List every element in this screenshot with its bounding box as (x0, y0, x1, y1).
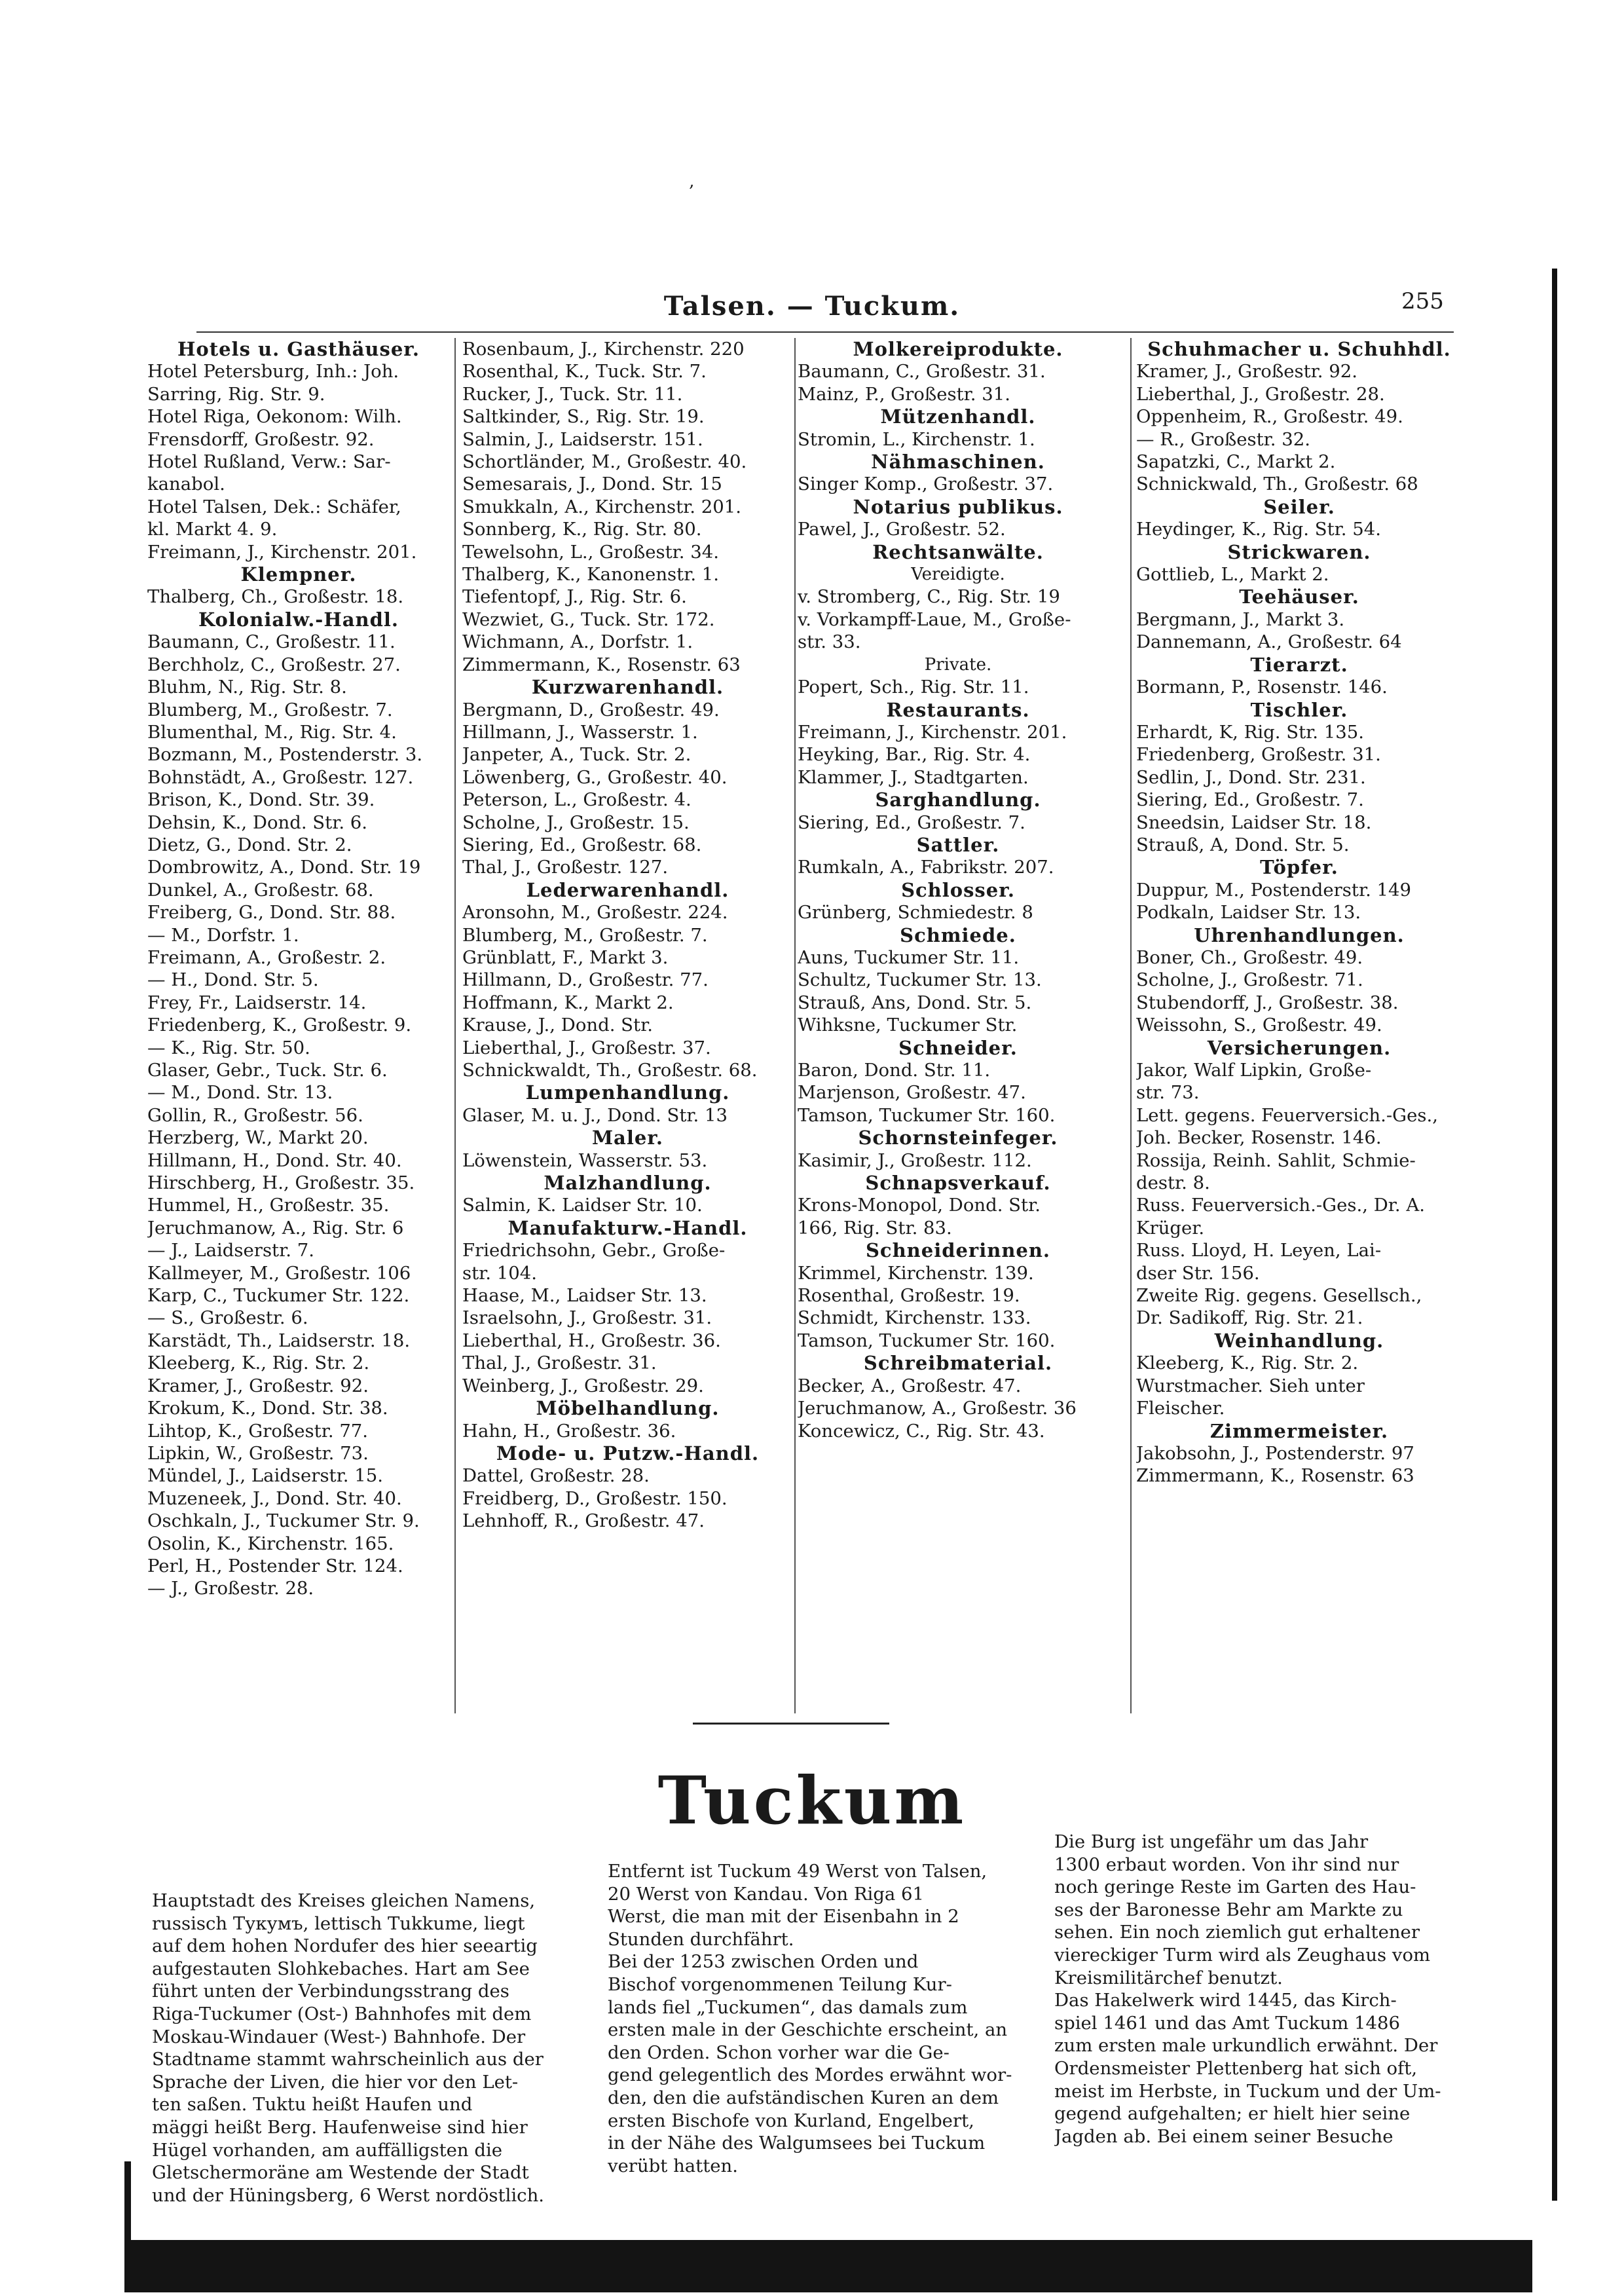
directory-entry: Berchholz, C., Großestr. 27. (147, 654, 401, 675)
directory-entry: Lihtop, K., Großestr. 77. (147, 1420, 369, 1442)
category-heading: Tischler. (1250, 698, 1348, 721)
directory-entry: Freimann, A., Großestr. 2. (147, 946, 386, 968)
category-heading: Schlosser. (901, 878, 1015, 901)
directory-entry: Blumberg, M., Großestr. 7. (147, 699, 393, 720)
directory-entry: Zweite Rig. gegens. Gesellsch., (1136, 1285, 1422, 1307)
directory-entry: Boner, Ch., Großestr. 49. (1136, 946, 1363, 968)
directory-entry: Tamson, Tuckumer Str. 160. (798, 1104, 1056, 1126)
directory-entry: Karstädt, Th., Laidserstr. 18. (147, 1330, 411, 1351)
directory-column-4 (1136, 338, 1462, 1487)
directory-entry: str. 73. (1136, 1082, 1200, 1104)
article-line: ersten Bischofe von Kurland, Engelbert, (608, 2110, 974, 2131)
article-line: viereckiger Turm wird als Zeughaus vom (1054, 1944, 1431, 1966)
article-line: aufgestauten Slohkebaches. Hart am See (152, 1958, 530, 1979)
directory-entry: Krimmel, Kirchenstr. 139. (798, 1262, 1034, 1284)
directory-entry: str. 33. (798, 631, 861, 653)
directory-entry: Kleeberg, K., Rig. Str. 2. (147, 1353, 370, 1374)
directory-entry: Hillmann, J., Wasserstr. 1. (462, 721, 698, 743)
directory-entry: Schortländer, M., Großestr. 40. (462, 451, 747, 473)
directory-entry: Siering, Ed., Großestr. 68. (462, 834, 702, 855)
category-heading: Schreibmaterial. (863, 1352, 1053, 1375)
page-header: Talsen. — Tuckum. (663, 291, 961, 322)
scan-bottom-band (124, 2240, 1532, 2292)
directory-entry: Popert, Sch., Rig. Str. 11. (798, 677, 1029, 698)
directory-entry: Hotel Talsen, Dek.: Schäfer, (147, 496, 401, 517)
directory-entry: Baumann, C., Großestr. 31. (798, 361, 1046, 382)
directory-entry: Peterson, L., Großestr. 4. (462, 789, 692, 811)
directory-entry: v. Vorkampff-Laue, M., Große- (798, 608, 1071, 630)
directory-entry: Sedlin, J., Dond. Str. 231. (1136, 766, 1366, 788)
directory-column-1 (147, 338, 450, 1600)
directory-entry: Salmin, J., Laidserstr. 151. (462, 428, 703, 450)
directory-entry: Haase, M., Laidser Str. 13. (462, 1285, 707, 1307)
directory-entry: Frey, Fr., Laidserstr. 14. (147, 992, 367, 1013)
directory-entry: Joh. Becker, Rosenstr. 146. (1136, 1127, 1382, 1149)
directory-entry: Osolin, K., Kirchenstr. 165. (147, 1533, 394, 1554)
section-title: Tuckum (657, 1762, 967, 1839)
directory-entry: Perl, H., Postender Str. 124. (147, 1555, 403, 1577)
directory-entry: Bozmann, M., Postenderstr. 3. (147, 744, 423, 766)
directory-entry: Schnickwaldt, Th., Großestr. 68. (462, 1060, 758, 1081)
category-heading: Zimmermeister. (1209, 1419, 1389, 1442)
category-heading: Töpfer. (1260, 856, 1338, 879)
category-heading: Sarghandlung. (875, 789, 1041, 812)
article-paragraph-3 (1054, 1831, 1500, 2148)
directory-entry: Kleeberg, K., Rig. Str. 2. (1136, 1353, 1359, 1374)
article-line: den, den die aufständischen Kuren an dem (608, 2087, 999, 2108)
article-line: Moskau-Windauer (West-) Bahnhofe. Der (152, 2026, 526, 2047)
directory-entry: Bluhm, N., Rig. Str. 8. (147, 677, 347, 698)
directory-entry: Lieberthal, J., Großestr. 37. (462, 1037, 711, 1058)
directory-entry: Tamson, Tuckumer Str. 160. (798, 1330, 1056, 1351)
directory-entry: Heydinger, K., Rig. Str. 54. (1136, 519, 1381, 540)
article-line: Das Hakelwerk wird 1445, das Kirch- (1054, 1990, 1397, 2011)
article-line: spiel 1461 und das Amt Tuckum 1486 (1054, 2012, 1401, 2034)
directory-entry: Weinberg, J., Großestr. 29. (462, 1375, 704, 1396)
directory-entry: Lieberthal, H., Großestr. 36. (462, 1330, 721, 1351)
article-line: Werst, die man mit der Eisenbahn in 2 (608, 1906, 959, 1928)
article-line: führt unten der Verbindungsstrang des (152, 1981, 509, 2002)
directory-entry: Scholne, J., Großestr. 71. (1136, 969, 1363, 991)
directory-entry: Mainz, P., Großestr. 31. (798, 383, 1011, 405)
category-heading: Restaurants. (886, 698, 1030, 721)
directory-entry: Salmin, K. Laidser Str. 10. (462, 1195, 703, 1216)
directory-entry: Rosenthal, Großestr. 19. (798, 1285, 1020, 1307)
directory-entry: Dombrowitz, A., Dond. Str. 19 (147, 857, 421, 878)
right-edge-rule (1552, 269, 1557, 2201)
directory-entry: Schnickwald, Th., Großestr. 68 (1136, 474, 1418, 495)
category-heading: Mode- u. Putzw.-Handl. (496, 1442, 760, 1465)
directory-entry: Russ. Feuerversich.-Ges., Dr. A. (1136, 1195, 1425, 1216)
column-separator (454, 338, 456, 1713)
article-line: ses der Baronesse Behr am Markte zu (1054, 1899, 1403, 1920)
category-heading: Teehäuser. (1239, 586, 1359, 608)
directory-entry: Gollin, R., Großestr. 56. (147, 1104, 363, 1126)
category-heading: Kolonialw.-Handl. (198, 608, 399, 631)
directory-entry: Koncewicz, C., Rig. Str. 43. (798, 1420, 1045, 1442)
directory-entry: Bohnstädt, A., Großestr. 127. (147, 766, 414, 788)
category-heading: Mützenhandl. (880, 405, 1036, 428)
directory-entry: Stubendorff, J., Großestr. 38. (1136, 992, 1399, 1013)
directory-entry: Wezwiet, G., Tuck. Str. 172. (462, 608, 715, 630)
category-heading: Klempner. (240, 563, 357, 586)
directory-entry: Strauß, A, Dond. Str. 5. (1136, 834, 1350, 855)
column-separator (1130, 338, 1132, 1713)
directory-entry: Lett. gegens. Feuerversich.-Ges., (1136, 1104, 1439, 1126)
article-line: Riga-Tuckumer (Ost-) Bahnhofes mit dem (152, 2003, 532, 2024)
directory-entry: Rumkaln, A., Fabrikstr. 207. (798, 857, 1054, 878)
directory-entry: Dehsin, K., Dond. Str. 6. (147, 812, 368, 833)
directory-entry: Saltkinder, S., Rig. Str. 19. (462, 406, 705, 428)
article-line: in der Nähe des Walgumsees bei Tuckum (608, 2133, 986, 2154)
directory-entry: Auns, Tuckumer Str. 11. (798, 946, 1020, 968)
category-heading: Schuhmacher u. Schuhhdl. (1147, 338, 1451, 360)
directory-entry: Heyking, Bar., Rig. Str. 4. (798, 744, 1031, 766)
article-line: auf dem hohen Nordufer des hier seeartig (152, 1935, 538, 1957)
directory-entry: kanabol. (147, 474, 225, 495)
directory-entry: Kallmeyer, M., Großestr. 106 (147, 1262, 411, 1284)
category-heading: Schmiede. (900, 924, 1016, 946)
directory-entry: v. Stromberg, C., Rig. Str. 19 (798, 586, 1060, 608)
directory-entry: Scholne, J., Großestr. 15. (462, 812, 690, 833)
directory-entry: Israelsohn, J., Großestr. 31. (462, 1307, 712, 1329)
directory-entry: Thal, J., Großestr. 31. (462, 1353, 657, 1374)
directory-entry: Siering, Ed., Großestr. 7. (1136, 789, 1364, 811)
directory-entry: Hoffmann, K., Markt 2. (462, 992, 674, 1013)
article-line: Hauptstadt des Kreises gleichen Namens, (152, 1890, 536, 1911)
article-line: Die Burg ist ungefähr um das Jahr (1054, 1831, 1369, 1852)
directory-entry: Hotel Petersburg, Inh.: Joh. (147, 361, 399, 382)
article-line: 1300 erbaut worden. Von ihr sind nur (1054, 1854, 1399, 1875)
directory-entry: — M., Dorfstr. 1. (147, 924, 299, 946)
directory-entry: Smukkaln, A., Kirchenstr. 201. (462, 496, 742, 517)
directory-entry: Dattel, Großestr. 28. (462, 1465, 650, 1487)
directory-entry: Freimann, J., Kirchenstr. 201. (798, 721, 1067, 743)
directory-entry: Zimmermann, K., Rosenstr. 63 (462, 654, 741, 675)
directory-entry: Thal, J., Großestr. 127. (462, 857, 669, 878)
directory-entry: Muzeneek, J., Dond. Str. 40. (147, 1487, 402, 1509)
directory-entry: str. 104. (462, 1262, 538, 1284)
directory-entry: Sneedsin, Laidser Str. 18. (1136, 812, 1372, 833)
section-divider (693, 1723, 889, 1725)
directory-entry: Siering, Ed., Großestr. 7. (798, 812, 1025, 833)
directory-entry: 166, Rig. Str. 83. (798, 1217, 952, 1239)
directory-entry: Hotel Riga, Oekonom: Wilh. (147, 406, 402, 428)
category-heading: Molkereiprodukte. (853, 338, 1063, 360)
directory-entry: Blumenthal, M., Rig. Str. 4. (147, 721, 397, 743)
article-line: zum ersten male urkundlich erwähnt. Der (1054, 2035, 1438, 2057)
directory-entry: Freimann, J., Kirchenstr. 201. (147, 541, 417, 563)
directory-entry: Strauß, Ans, Dond. Str. 5. (798, 992, 1032, 1013)
directory-entry: Krüger. (1136, 1217, 1205, 1239)
directory-entry: Tewelsohn, L., Großestr. 34. (462, 541, 719, 563)
article-line: und der Hüningsberg, 6 Werst nordöstlich. (152, 2184, 545, 2206)
category-heading: Uhrenhandlungen. (1194, 924, 1405, 946)
category-heading: Kurzwarenhandl. (531, 676, 724, 699)
article-line: russisch Тукумъ, lettisch Tukkume, liegt (152, 1912, 525, 1934)
category-heading: Seiler. (1263, 495, 1335, 518)
directory-entry: — M., Dond. Str. 13. (147, 1082, 333, 1104)
directory-entry: Löwenstein, Wasserstr. 53. (462, 1149, 708, 1171)
directory-entry: Glaser, Gebr., Tuck. Str. 6. (147, 1060, 388, 1081)
article-line: Gletschermoräne am Westende der Stadt (152, 2162, 529, 2184)
directory-entry: — R., Großestr. 32. (1136, 428, 1310, 450)
directory-entry: Thalberg, Ch., Großestr. 18. (147, 586, 404, 608)
category-heading: Nähmaschinen. (871, 451, 1045, 474)
directory-entry: — H., Dond. Str. 5. (147, 969, 319, 991)
directory-entry: Lieberthal, J., Großestr. 28. (1136, 383, 1385, 405)
directory-entry: Sarring, Rig. Str. 9. (147, 383, 325, 405)
directory-entry: Lipkin, W., Großestr. 73. (147, 1442, 369, 1464)
directory-entry: Wurstmacher. Sieh unter (1136, 1375, 1365, 1396)
article-line: Bischof vorgenommenen Teilung Kur- (608, 1973, 952, 1995)
directory-entry: Klammer, J., Stadtgarten. (798, 766, 1029, 788)
category-heading: Weinhandlung. (1214, 1329, 1384, 1352)
directory-entry: Löwenberg, G., Großestr. 40. (462, 766, 728, 788)
directory-entry: Jeruchmanow, A., Rig. Str. 6 (147, 1217, 404, 1239)
article-line: mäggi heißt Berg. Haufenweise sind hier (152, 2116, 528, 2138)
directory-entry: Hahn, H., Großestr. 36. (462, 1420, 676, 1442)
category-heading: Maler. (591, 1127, 664, 1149)
directory-entry: destr. 8. (1136, 1172, 1210, 1194)
directory-entry: Freidberg, D., Großestr. 150. (462, 1487, 728, 1509)
directory-entry: Krons-Monopol, Dond. Str. (798, 1195, 1041, 1216)
directory-entry: Friedenberg, Großestr. 31. (1136, 744, 1381, 766)
directory-entry: — S., Großestr. 6. (147, 1307, 308, 1329)
directory-entry: Schultz, Tuckumer Str. 13. (798, 969, 1042, 991)
category-heading: Lumpenhandlung. (525, 1081, 730, 1104)
directory-entry: Sonnberg, K., Rig. Str. 80. (462, 519, 702, 540)
directory-entry: Janpeter, A., Tuck. Str. 2. (462, 744, 692, 766)
directory-entry: Friedenberg, K., Großestr. 9. (147, 1015, 412, 1036)
directory-entry: Aronsohn, M., Großestr. 224. (462, 902, 728, 924)
article-line: ersten male in der Geschichte erscheint, an (608, 2019, 1008, 2041)
directory-entry: Singer Komp., Großestr. 37. (798, 474, 1054, 495)
category-heading: Manufakturw.-Handl. (507, 1216, 748, 1239)
directory-entry: Rucker, J., Tuck. Str. 11. (462, 383, 683, 405)
directory-entry: Herzberg, W., Markt 20. (147, 1127, 369, 1149)
category-subheading: Vereidigte. (911, 565, 1005, 585)
directory-entry: Bergmann, J., Markt 3. (1136, 608, 1345, 630)
directory-entry: Hummel, H., Großestr. 35. (147, 1195, 390, 1216)
article-line: verübt hatten. (608, 2155, 738, 2176)
directory-entry: Bormann, P., Rosenstr. 146. (1136, 677, 1388, 698)
category-subheading: Private. (924, 654, 992, 675)
directory-entry: Dr. Sadikoff, Rig. Str. 21. (1136, 1307, 1363, 1329)
article-line: 20 Werst von Kandau. Von Riga 61 (608, 1883, 925, 1905)
directory-entry: Jakobsohn, J., Postenderstr. 97 (1136, 1442, 1414, 1464)
directory-entry: Sapatzki, C., Markt 2. (1136, 451, 1336, 473)
category-heading: Strickwaren. (1227, 540, 1371, 563)
article-line: Stadtname stammt wahrscheinlich aus der (152, 2049, 544, 2070)
directory-entry: Erhardt, K, Rig. Str. 135. (1136, 721, 1364, 743)
article-line: gend gelegentlich des Mordes erwähnt wor- (608, 2064, 1012, 2086)
article-line: Kreismilitärchef benutzt. (1054, 1967, 1283, 1988)
directory-entry: dser Str. 156. (1136, 1262, 1260, 1284)
directory-entry: Wihksne, Tuckumer Str. (798, 1015, 1018, 1036)
directory-entry: Pawel, J., Großestr. 52. (798, 519, 1006, 540)
category-heading: Hotels u. Gasthäuser. (177, 338, 420, 360)
directory-entry: Kasimir, J., Großestr. 112. (798, 1149, 1032, 1171)
page-number: 255 (1401, 288, 1444, 314)
directory-entry: Marjenson, Großestr. 47. (798, 1082, 1026, 1104)
directory-column-3 (798, 338, 1118, 1442)
category-heading: Lederwarenhandl. (526, 878, 729, 901)
directory-entry: Kramer, J., Großestr. 92. (147, 1375, 369, 1396)
directory-entry: Dannemann, A., Großestr. 64 (1136, 631, 1402, 653)
scan-edge (124, 2161, 131, 2240)
directory-entry: Weissohn, S., Großestr. 49. (1136, 1015, 1382, 1036)
directory-entry: Grünberg, Schmiedestr. 8 (798, 902, 1033, 924)
category-heading: Schornsteinfeger. (858, 1127, 1058, 1149)
category-heading: Notarius publikus. (853, 495, 1063, 518)
directory-entry: Schmidt, Kirchenstr. 133. (798, 1307, 1031, 1329)
directory-entry: Freiberg, G., Dond. Str. 88. (147, 902, 396, 924)
directory-entry: Friedrichsohn, Gebr., Große- (462, 1240, 726, 1261)
directory-entry: Dietz, G., Dond. Str. 2. (147, 834, 352, 855)
article-line: Sprache der Liven, die hier vor den Let- (152, 2071, 519, 2093)
directory-entry: Duppur, M., Postenderstr. 149 (1136, 879, 1412, 901)
directory-entry: kl. Markt 4. 9. (147, 519, 278, 540)
directory-entry: Hillmann, H., Dond. Str. 40. (147, 1149, 402, 1171)
article-line: Hügel vorhanden, am auffälligsten die (152, 2139, 503, 2161)
article-line: sehen. Ein noch ziemlich gut erhaltener (1054, 1922, 1420, 1943)
article-line: Stunden durchfährt. (608, 1928, 794, 1950)
directory-entry: Hotel Rußland, Verw.: Sar- (147, 451, 391, 473)
directory-entry: Semesarais, J., Dond. Str. 15 (462, 474, 722, 495)
directory-entry: — K., Rig. Str. 50. (147, 1037, 310, 1058)
directory-entry: Karp, C., Tuckumer Str. 122. (147, 1285, 410, 1307)
article-line: Entfernt ist Tuckum 49 Werst von Talsen, (608, 1861, 987, 1882)
column-separator (794, 338, 796, 1713)
category-heading: Versicherungen. (1207, 1036, 1392, 1059)
category-heading: Möbelhandlung. (536, 1397, 720, 1420)
article-line: noch geringe Reste im Garten des Hau- (1054, 1876, 1416, 1898)
category-heading: Sattler. (916, 833, 1000, 856)
directory-entry: Russ. Lloyd, H. Leyen, Lai- (1136, 1240, 1382, 1261)
category-heading: Malzhandlung. (544, 1172, 712, 1195)
directory-entry: Rossija, Reinh. Sahlit, Schmie- (1136, 1149, 1416, 1171)
directory-entry: Gottlieb, L., Markt 2. (1136, 564, 1329, 586)
directory-entry: Rosenthal, K., Tuck. Str. 7. (462, 361, 707, 382)
article-line: lands fiel „Tuckumen“, das damals zum (608, 1996, 968, 2018)
category-heading: Schneiderinnen. (865, 1239, 1051, 1262)
article-paragraph-1 (152, 1890, 597, 2207)
article-line: Jagden ab. Bei einem seiner Besuche (1054, 2125, 1393, 2147)
directory-entry: Fleischer. (1136, 1398, 1225, 1419)
article-line: meist im Herbste, in Tuckum und der Um- (1054, 2080, 1441, 2102)
directory-entry: Tiefentopf, J., Rig. Str. 6. (462, 586, 687, 608)
directory-entry: Lehnhoff, R., Großestr. 47. (462, 1510, 705, 1532)
directory-entry: Brison, K., Dond. Str. 39. (147, 789, 375, 811)
directory-entry: Thalberg, K., Kanonenstr. 1. (462, 564, 720, 586)
category-heading: Tierarzt. (1250, 653, 1348, 676)
directory-entry: Becker, A., Großestr. 47. (798, 1375, 1022, 1396)
directory-entry: Krause, J., Dond. Str. (462, 1015, 653, 1036)
directory-entry: Jakor, Walf Lipkin, Große- (1136, 1060, 1372, 1081)
directory-entry: Dunkel, A., Großestr. 68. (147, 879, 374, 901)
article-paragraph-2 (608, 1860, 1043, 2177)
category-heading: Schneider. (898, 1036, 1018, 1059)
directory-entry: Hillmann, D., Großestr. 77. (462, 969, 709, 991)
category-heading: Schnapsverkauf. (865, 1172, 1051, 1195)
directory-entry: Baumann, C., Großestr. 11. (147, 631, 396, 653)
directory-entry: Hirschberg, H., Großestr. 35. (147, 1172, 415, 1194)
directory-entry: Stromin, L., Kirchenstr. 1. (798, 428, 1035, 450)
directory-entry: Jeruchmanow, A., Großestr. 36 (798, 1398, 1077, 1419)
article-line: Ordensmeister Plettenberg hat sich oft, (1054, 2057, 1418, 2079)
directory-entry: Grünblatt, F., Markt 3. (462, 946, 669, 968)
scan-mark: ‚ (689, 172, 695, 191)
article-line: gegend aufgehalten; er hielt hier seine (1054, 2103, 1411, 2125)
directory-entry: Podkaln, Laidser Str. 13. (1136, 902, 1361, 924)
directory-entry: Zimmermann, K., Rosenstr. 63 (1136, 1465, 1414, 1487)
directory-column-2 (462, 338, 793, 1533)
article-line: Bei der 1253 zwischen Orden und (608, 1951, 919, 1973)
directory-entry: Baron, Dond. Str. 11. (798, 1060, 991, 1081)
directory-entry: Wichmann, A., Dorfstr. 1. (462, 631, 693, 653)
directory-entry: Mündel, J., Laidserstr. 15. (147, 1465, 383, 1487)
directory-entry: Oppenheim, R., Großestr. 49. (1136, 406, 1403, 428)
directory-entry: Krokum, K., Dond. Str. 38. (147, 1398, 388, 1419)
header-rule (196, 331, 1454, 333)
article-line: den Orden. Schon vorher war die Ge- (608, 2042, 950, 2063)
directory-entry: Blumberg, M., Großestr. 7. (462, 924, 708, 946)
directory-entry: Oschkaln, J., Tuckumer Str. 9. (147, 1510, 420, 1532)
directory-entry: Rosenbaum, J., Kirchenstr. 220 (462, 339, 745, 360)
directory-entry: Bergmann, D., Großestr. 49. (462, 699, 720, 720)
directory-entry: Glaser, M. u. J., Dond. Str. 13 (462, 1104, 728, 1126)
directory-entry: — J., Laidserstr. 7. (147, 1240, 314, 1261)
category-heading: Rechtsanwälte. (872, 540, 1044, 563)
article-line: ten saßen. Tuktu heißt Haufen und (152, 2094, 473, 2116)
directory-entry: — J., Großestr. 28. (147, 1578, 314, 1599)
directory-entry: Frensdorff, Großestr. 92. (147, 428, 375, 450)
directory-entry: Kramer, J., Großestr. 92. (1136, 361, 1357, 382)
